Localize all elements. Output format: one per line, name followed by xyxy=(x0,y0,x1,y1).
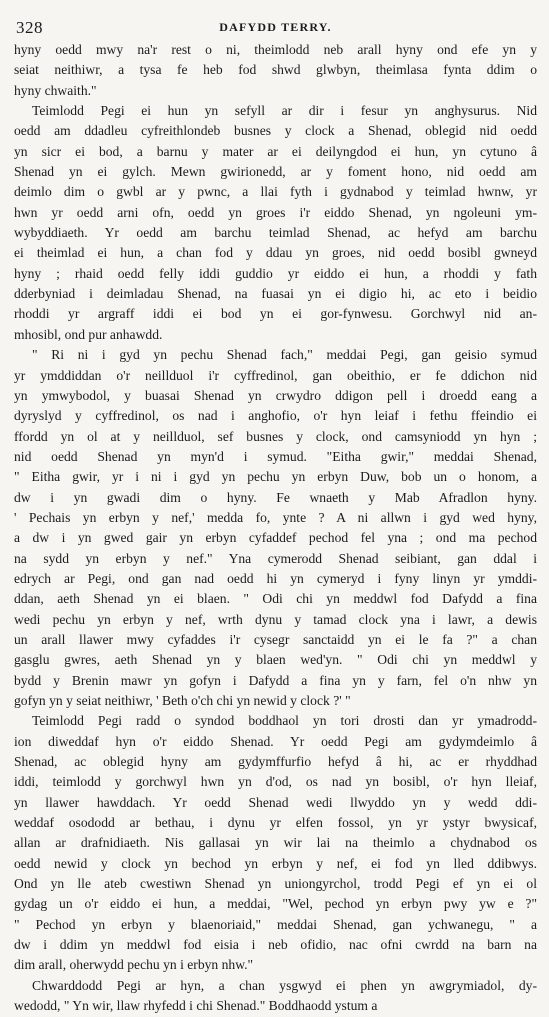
text-line: wedodd, " Yn wir, llaw rhyfedd i chi Shenad." Boddhaodd ystum a xyxy=(14,998,378,1014)
page-header xyxy=(14,14,537,40)
text-line: iddi, teimlodd y gorchwyl hwn yn d'od, os nad yn bosibl, o'r hyn lleiaf, xyxy=(14,774,537,790)
paragraph xyxy=(14,101,537,345)
text-line: hwn yr oedd arni ofn, oedd yn groes i'r eiddo Shenad, yn ngoleuni ym- xyxy=(14,204,537,220)
text-line: mhosibl, ond pur anhawdd. xyxy=(14,326,163,342)
text-line: na sydd yn erbyn y nef." Yna cymerodd Shenad seibiant, gan ddal i xyxy=(14,550,537,566)
text-line: " Pechod yn erbyn y blaenoriaid," meddai Shenad, gan ychwanegu, " a xyxy=(14,916,537,932)
text-line: Chwarddodd Pegi ar hyn, a chan ysgwyd ei phen yn awgrymiadol, dy- xyxy=(32,977,537,993)
text-line: allan ar drafnidiaeth. Nis gallasai yn wir lai na theimlo a chydnabod os xyxy=(14,835,537,851)
text-line: hyny ; rhaid oedd felly iddi guddio yr eiddo ei hun, a rhoddi y fath xyxy=(14,265,537,281)
paragraph xyxy=(14,345,537,711)
text-line: hyny chwaith." xyxy=(14,82,97,98)
text-line: nid oedd Shenad yn myn'd i symud. "Eitha gwir," meddai Shenad, xyxy=(14,448,537,464)
running-head: DAFYDD TERRY. xyxy=(219,20,332,34)
paragraph xyxy=(14,40,537,101)
text-line: edrych ar Pegi, ond gan nad oedd hi yn cymeryd i fyny linyn yr ymddi- xyxy=(14,570,537,586)
text-line: bydd y Brenin mawr yn gofyn i Dafydd a fina yn y farn, fel o'n nhw yn xyxy=(14,672,537,688)
text-line: wybyddiaeth. Yr oedd am barchu teimlad Shenad, ac hefyd am barchu xyxy=(14,225,537,241)
text-line: dw i ddim yn meddwl fod eisia i neb ofidio, nac ofni cwrdd na barn na xyxy=(14,937,537,953)
text-line: gasglu gwres, aeth Shenad yn y blaen wed'yn. " Odi chi yn meddwl y xyxy=(14,652,537,668)
text-line: ' Pechais yn erbyn y nef,' medda fo, ynte ? A ni allwn i gyd wed hyny, xyxy=(14,509,537,525)
text-line: " Ri ni i gyd yn pechu Shenad fach," meddai Pegi, gan geisio symud xyxy=(32,347,537,363)
paragraph xyxy=(14,711,537,975)
text-line: dderbyniad i deimladau Shenad, na fuasai yn ei digio hi, ac eto i beidio xyxy=(14,286,537,302)
text-line: Teimlodd Pegi ei hun yn sefyll ar dir i fesur yn anghysurus. Nid xyxy=(32,103,537,119)
text-line: hyny oedd mwy na'r rest o ni, theimlodd neb arall hyny ond efe yn y xyxy=(14,42,537,57)
text-line: oedd am ddadleu cyfreithlondeb busnes y clock a Shenad, oblegid nid oedd xyxy=(14,123,537,139)
text-line: rhoddi yr argraff iddi ei bod yn ei gor-fynwesu. Gorchwyl nid an- xyxy=(14,306,537,322)
text-line: yn sicr ei bod, a barnu y mater ar ei deilyngdod ei hun, yn cytuno â xyxy=(14,143,537,159)
page-number: 328 xyxy=(16,18,43,37)
text-line: weddaf osododd ar bethau, i dynu yr elfen fossol, yn yr ystyr bwysicaf, xyxy=(14,815,537,831)
text-line: ddan, aeth Shenad yn ei blaen. " Odi chi yn meddwl fod Dafydd a fina xyxy=(14,591,537,607)
text-line: oedd newid y clock yn bechod yn erbyn y nef, ei fod yn lled ddibwys. xyxy=(14,855,537,871)
text-line: " Eitha gwir, yr i ni i gyd yn pechu yn erbyn Duw, bob un o honom, a xyxy=(14,469,537,485)
text-line: Ond yn lle ateb cwestiwn Shenad yn uniongyrchol, trodd Pegi ef yn ei ol xyxy=(14,876,537,892)
text-line: ei theimlad ei hun, a chan fod y ddau yn groes, nid oedd bosibl gwneyd xyxy=(14,245,537,261)
text-line: deimlo dim o gwbl ar y pwnc, a llai fyth i gydnabod y teimlad hwnw, yr xyxy=(14,184,537,200)
text-line: gofyn yn y seiat neithiwr, ' Beth o'ch chi yn newid y clock ?' " xyxy=(14,693,351,708)
text-line: Shenad yn ei gylch. Mewn gwirionedd, ar y foment hono, nid oedd am xyxy=(14,164,537,180)
text-line: Teimlodd Pegi radd o syndod boddhaol yn tori drosti dan yr ymadrodd- xyxy=(32,713,537,729)
text-line: a dw i yn gwed gair yn erbyn cyfaddef pechod fel yna ; ond ma pechod xyxy=(14,530,537,546)
text-line: un arall llawer mwy cyfaddes i'r cysegr sanctaidd yn ei le fa ?" a chan xyxy=(14,631,537,647)
body-text xyxy=(14,40,537,1017)
text-line: dyryslyd y cyffredinol, os nad i anghofio, o'r hyn leiaf i fethu ffeindio ei xyxy=(14,408,537,424)
text-line: wedi pechu yn erbyn y nef, wrth dynu y tamad clock yna i lawr, a dewis xyxy=(14,611,537,627)
text-line: seiat neithiwr, a tysa fe heb fod shwd glwbyn, theimlasa fynta ddim o xyxy=(14,62,537,78)
text-line: ion diweddaf hyn o'r eiddo Shenad. Yr oedd Pegi am gydymdeimlo â xyxy=(14,733,537,749)
text-line: gydag un o'r eiddo ei hun, a meddai, "Wel, pechod yn erbyn pwy yw e ?" xyxy=(14,896,537,912)
text-line: yr ymddiddan o'r neillduol i'r cyffredinol, gan obeithio, er fe ddichon nid xyxy=(14,367,537,383)
text-line: dim arall, oherwydd pechu yn i erbyn nhw." xyxy=(14,957,254,973)
text-line: yn llawer hawddach. Yr oedd Shenad wedi llwyddo yn y wedd ddi- xyxy=(14,794,537,810)
text-line: ffordd yn ol at y neillduol, sef busnes y clock, ond camsyniodd yn hyn ; xyxy=(14,428,537,444)
text-line: Shenad, ac oblegid hyny am gydymffurfio hefyd â hi, ac er rhyddhad xyxy=(14,754,537,770)
text-line: yn ymwybodol, y buasai Shenad yn crwydro ddigon pell i droedd eang a xyxy=(14,387,537,403)
text-line: dw i yn gwadi dim o hyny. Fe wnaeth y Mab Afradlon hyny. xyxy=(14,489,537,505)
paragraph xyxy=(14,976,537,1017)
